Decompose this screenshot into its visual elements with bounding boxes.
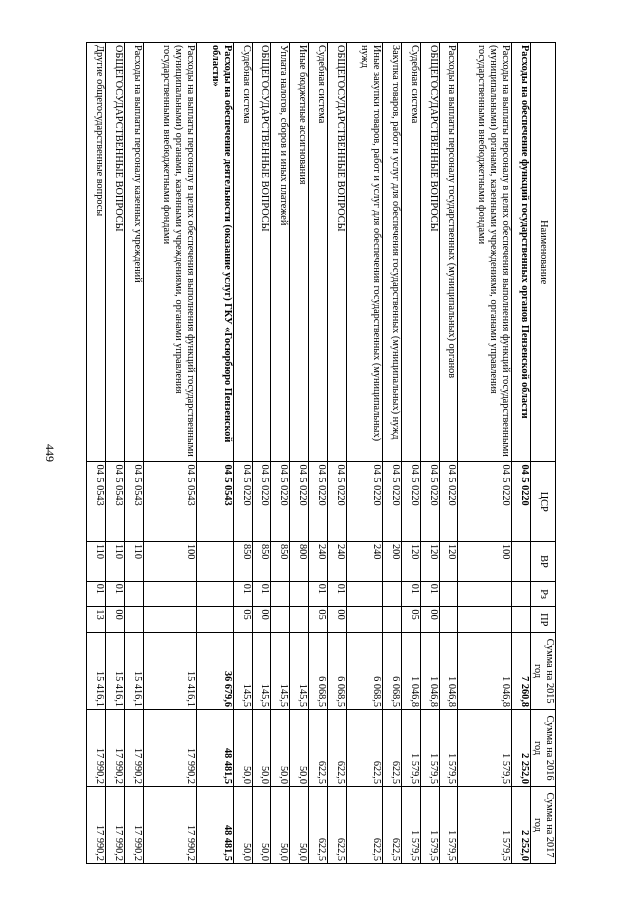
cell-name: ОБЩЕГОСУДАРСТВЕННЫЕ ВОПРОСЫ xyxy=(252,43,271,462)
cell-sum-2016: 48 481,5 xyxy=(197,710,233,787)
cell-rz: 01 xyxy=(327,581,346,607)
table-body xyxy=(87,43,531,864)
cell-sum-2017: 48 481,5 xyxy=(197,787,233,864)
cell-vr: 240 xyxy=(327,542,346,582)
cell-vr: 240 xyxy=(346,542,382,582)
table-header-row xyxy=(530,43,555,864)
cell-csr: 04 5 0220 xyxy=(420,462,439,542)
cell-rz xyxy=(143,581,197,607)
cell-pr: 00 xyxy=(420,607,439,633)
cell-csr: 04 5 0220 xyxy=(309,462,328,542)
cell-name: Судебная система xyxy=(401,43,420,462)
cell-sum-2015: 145,5 xyxy=(290,633,309,710)
cell-sum-2017: 1 579,5 xyxy=(458,787,512,864)
cell-vr xyxy=(512,542,531,582)
cell-name: Расходы на выплаты персоналу государственных (муниципальных) органов xyxy=(439,43,458,462)
cell-sum-2016: 17 990,2 xyxy=(106,710,125,787)
budget-table xyxy=(86,42,556,864)
cell-sum-2017: 1 579,5 xyxy=(439,787,458,864)
cell-pr: 00 xyxy=(252,607,271,633)
cell-rz: 01 xyxy=(252,581,271,607)
cell-pr xyxy=(197,607,233,633)
cell-sum-2015: 15 416,1 xyxy=(124,633,143,710)
cell-sum-2015: 36 679,6 xyxy=(197,633,233,710)
cell-pr xyxy=(439,607,458,633)
cell-sum-2017: 622,5 xyxy=(309,787,328,864)
cell-csr: 04 5 0220 xyxy=(401,462,420,542)
cell-sum-2016: 17 990,2 xyxy=(124,710,143,787)
cell-vr: 850 xyxy=(252,542,271,582)
cell-rz xyxy=(346,581,382,607)
table-row xyxy=(346,43,382,864)
cell-rz xyxy=(290,581,309,607)
cell-rz: 01 xyxy=(401,581,420,607)
header-pr: ПР xyxy=(530,607,555,633)
cell-name: Другие общегосударственные вопросы xyxy=(87,43,106,462)
cell-rz xyxy=(458,581,512,607)
cell-csr: 04 5 0220 xyxy=(458,462,512,542)
cell-vr: 850 xyxy=(233,542,252,582)
cell-pr: 13 xyxy=(87,607,106,633)
cell-sum-2015: 1 046,8 xyxy=(458,633,512,710)
cell-sum-2017: 17 990,2 xyxy=(106,787,125,864)
cell-pr xyxy=(346,607,382,633)
cell-rz xyxy=(512,581,531,607)
cell-sum-2015: 15 416,1 xyxy=(87,633,106,710)
cell-sum-2017: 622,5 xyxy=(327,787,346,864)
cell-sum-2017: 17 990,2 xyxy=(124,787,143,864)
cell-rz xyxy=(124,581,143,607)
table-row xyxy=(420,43,439,864)
cell-pr: 00 xyxy=(327,607,346,633)
table-row xyxy=(106,43,125,864)
page-number: 449 xyxy=(43,444,57,462)
cell-name: Закупка товаров, работ и услуг для обеспечения государственных (муниципальных) нужд xyxy=(383,43,402,462)
cell-sum-2017: 1 579,5 xyxy=(420,787,439,864)
cell-name: ОБЩЕГОСУДАРСТВЕННЫЕ ВОПРОСЫ xyxy=(420,43,439,462)
cell-csr: 04 5 0220 xyxy=(383,462,402,542)
cell-sum-2016: 1 579,5 xyxy=(401,710,420,787)
cell-csr: 04 5 0543 xyxy=(124,462,143,542)
table-row xyxy=(439,43,458,864)
cell-sum-2016: 622,5 xyxy=(327,710,346,787)
cell-csr: 04 5 0220 xyxy=(271,462,290,542)
cell-pr xyxy=(143,607,197,633)
cell-name: Иные закупки товаров, работ и услуг для обеспечения государственных (муниципальных) нужд xyxy=(346,43,382,462)
cell-vr: 120 xyxy=(420,542,439,582)
cell-sum-2016: 1 579,5 xyxy=(420,710,439,787)
cell-sum-2016: 50,0 xyxy=(290,710,309,787)
cell-pr: 05 xyxy=(401,607,420,633)
cell-sum-2016: 1 579,5 xyxy=(458,710,512,787)
cell-sum-2015: 7 260,8 xyxy=(512,633,531,710)
table-row xyxy=(327,43,346,864)
cell-pr xyxy=(271,607,290,633)
cell-sum-2016: 50,0 xyxy=(271,710,290,787)
table-row xyxy=(233,43,252,864)
cell-csr: 04 5 0220 xyxy=(346,462,382,542)
cell-csr: 04 5 0543 xyxy=(87,462,106,542)
cell-sum-2017: 50,0 xyxy=(271,787,290,864)
header-vr: ВР xyxy=(530,542,555,582)
cell-vr: 100 xyxy=(143,542,197,582)
table-row xyxy=(458,43,512,864)
cell-sum-2015: 1 046,8 xyxy=(420,633,439,710)
cell-sum-2017: 1 579,5 xyxy=(401,787,420,864)
cell-csr: 04 5 0220 xyxy=(439,462,458,542)
cell-vr: 110 xyxy=(87,542,106,582)
table-row xyxy=(383,43,402,864)
cell-sum-2015: 6 068,5 xyxy=(327,633,346,710)
cell-csr: 04 5 0220 xyxy=(327,462,346,542)
header-name: Наименование xyxy=(530,43,555,462)
table-row xyxy=(252,43,271,864)
cell-rz: 01 xyxy=(106,581,125,607)
header-sum-2015: Сумма на 2015 год xyxy=(530,633,555,710)
cell-name: Расходы на обеспечение функций государственных органов Пензенской области xyxy=(512,43,531,462)
table-row xyxy=(143,43,197,864)
cell-sum-2016: 50,0 xyxy=(252,710,271,787)
cell-sum-2016: 1 579,5 xyxy=(439,710,458,787)
cell-sum-2016: 50,0 xyxy=(233,710,252,787)
cell-vr: 240 xyxy=(309,542,328,582)
cell-sum-2017: 50,0 xyxy=(290,787,309,864)
table-row xyxy=(290,43,309,864)
cell-vr: 200 xyxy=(383,542,402,582)
cell-sum-2017: 50,0 xyxy=(233,787,252,864)
cell-vr: 110 xyxy=(124,542,143,582)
cell-vr: 100 xyxy=(458,542,512,582)
cell-sum-2015: 1 046,8 xyxy=(401,633,420,710)
cell-sum-2016: 622,5 xyxy=(309,710,328,787)
cell-pr xyxy=(383,607,402,633)
table-row xyxy=(124,43,143,864)
table-row xyxy=(512,43,531,864)
cell-csr: 04 5 0220 xyxy=(512,462,531,542)
cell-rz: 01 xyxy=(420,581,439,607)
cell-pr xyxy=(512,607,531,633)
cell-sum-2015: 145,5 xyxy=(271,633,290,710)
cell-sum-2016: 17 990,2 xyxy=(143,710,197,787)
cell-sum-2016: 2 252,0 xyxy=(512,710,531,787)
cell-name: ОБЩЕГОСУДАРСТВЕННЫЕ ВОПРОСЫ xyxy=(106,43,125,462)
cell-csr: 04 5 0543 xyxy=(143,462,197,542)
cell-pr: 05 xyxy=(309,607,328,633)
cell-sum-2015: 145,5 xyxy=(233,633,252,710)
cell-vr: 800 xyxy=(290,542,309,582)
cell-pr xyxy=(124,607,143,633)
cell-rz xyxy=(197,581,233,607)
cell-name: Судебная система xyxy=(233,43,252,462)
rotated-table-frame xyxy=(86,42,556,864)
header-rz: Рз xyxy=(530,581,555,607)
table-row xyxy=(271,43,290,864)
cell-vr: 110 xyxy=(106,542,125,582)
cell-sum-2015: 6 068,5 xyxy=(309,633,328,710)
cell-csr: 04 5 0220 xyxy=(252,462,271,542)
cell-sum-2017: 17 990,2 xyxy=(143,787,197,864)
cell-sum-2016: 622,5 xyxy=(383,710,402,787)
cell-sum-2016: 17 990,2 xyxy=(87,710,106,787)
table-row xyxy=(309,43,328,864)
cell-sum-2016: 622,5 xyxy=(346,710,382,787)
cell-name: Уплата налогов, сборов и иных платежей xyxy=(271,43,290,462)
cell-sum-2017: 50,0 xyxy=(252,787,271,864)
cell-sum-2015: 1 046,8 xyxy=(439,633,458,710)
cell-sum-2015: 15 416,1 xyxy=(106,633,125,710)
cell-name: Расходы на выплаты персоналу в целях обеспечения выполнения функций государственными (муниципальными) органами, казенными учреждениями, органами управления государственными внебюджетными фондами xyxy=(458,43,512,462)
cell-sum-2015: 6 068,5 xyxy=(383,633,402,710)
table-row xyxy=(401,43,420,864)
cell-name: Судебная система xyxy=(309,43,328,462)
cell-name: Расходы на обеспечение деятельности (оказание услуг) ГКУ «Госюрбюро Пензенской области» xyxy=(197,43,233,462)
cell-sum-2017: 17 990,2 xyxy=(87,787,106,864)
cell-sum-2015: 6 068,5 xyxy=(346,633,382,710)
cell-pr xyxy=(458,607,512,633)
cell-csr: 04 5 0220 xyxy=(233,462,252,542)
cell-name: Иные бюджетные ассигнования xyxy=(290,43,309,462)
cell-csr: 04 5 0220 xyxy=(290,462,309,542)
cell-rz xyxy=(383,581,402,607)
cell-rz xyxy=(271,581,290,607)
cell-pr xyxy=(290,607,309,633)
cell-csr: 04 5 0543 xyxy=(197,462,233,542)
cell-name: Расходы на выплаты персоналу в целях обеспечения выполнения функций государственными (муниципальными) органами, казенными учреждениями, органами управления государственными внебюджетными фондами xyxy=(143,43,197,462)
cell-rz: 01 xyxy=(233,581,252,607)
cell-csr: 04 5 0543 xyxy=(106,462,125,542)
header-csr: ЦСР xyxy=(530,462,555,542)
cell-rz: 01 xyxy=(309,581,328,607)
cell-vr: 120 xyxy=(401,542,420,582)
table-row xyxy=(87,43,106,864)
cell-sum-2017: 622,5 xyxy=(346,787,382,864)
header-sum-2016: Сумма на 2016 год xyxy=(530,710,555,787)
cell-sum-2017: 622,5 xyxy=(383,787,402,864)
cell-sum-2015: 15 416,1 xyxy=(143,633,197,710)
header-sum-2017: Сумма на 2017 год xyxy=(530,787,555,864)
cell-sum-2017: 2 252,0 xyxy=(512,787,531,864)
cell-sum-2015: 145,5 xyxy=(252,633,271,710)
cell-name: Расходы на выплаты персоналу казенных учреждений xyxy=(124,43,143,462)
cell-vr xyxy=(197,542,233,582)
budget-table-container xyxy=(86,42,556,864)
cell-vr: 120 xyxy=(439,542,458,582)
cell-vr: 850 xyxy=(271,542,290,582)
cell-rz: 01 xyxy=(87,581,106,607)
cell-pr: 05 xyxy=(233,607,252,633)
cell-rz xyxy=(439,581,458,607)
cell-pr: 00 xyxy=(106,607,125,633)
cell-name: ОБЩЕГОСУДАРСТВЕННЫЕ ВОПРОСЫ xyxy=(327,43,346,462)
table-row xyxy=(197,43,233,864)
